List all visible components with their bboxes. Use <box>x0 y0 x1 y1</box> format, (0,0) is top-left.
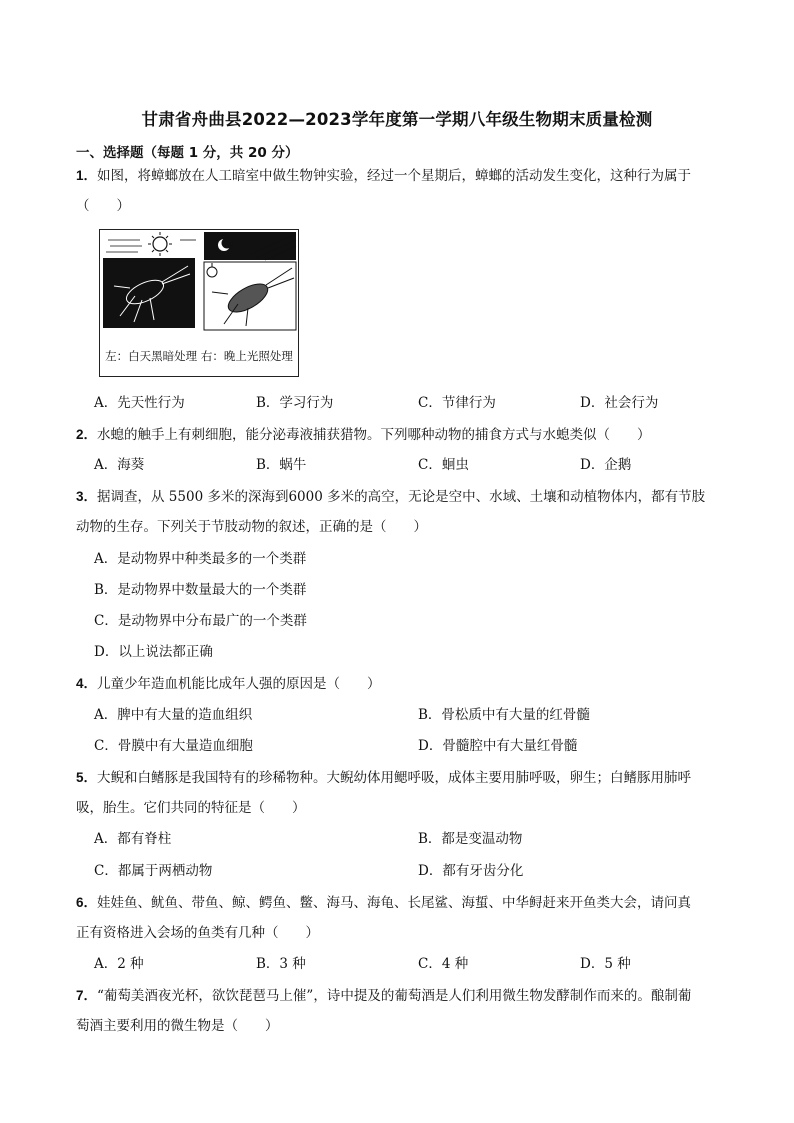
figure-illustration <box>100 230 298 346</box>
question-text: “葡萄美酒夜光杯，欲饮琵琶马上催”，诗中提及的葡萄酒是人们利用微生物发酵制作而来的。酿制葡 <box>97 988 692 1004</box>
option-d[interactable]: D．都有牙齿分化 <box>418 863 524 879</box>
option-d[interactable]: D．社会行为 <box>580 395 659 411</box>
option-a[interactable]: A．2 种 <box>94 956 144 972</box>
question-7-continued: 萄酒主要利用的微生物是（ ） <box>76 1018 279 1034</box>
question-5 <box>76 771 691 786</box>
question-number: 5． <box>76 770 98 785</box>
question-5-continued: 吸，胎生。它们共同的特征是（ ） <box>76 800 306 816</box>
question-text: 水螅的触手上有刺细胞，能分泌毒液捕获猎物。下列哪种动物的捕食方式与水螅类似（ ） <box>97 427 651 443</box>
question-2 <box>76 428 651 443</box>
option-b[interactable]: B．都是变温动物 <box>418 831 523 847</box>
question-text: 儿童少年造血机能比成年人强的原因是（ ） <box>97 676 381 692</box>
question-1 <box>76 169 691 184</box>
question-4 <box>76 677 381 692</box>
question-3 <box>76 490 705 505</box>
question-6-continued: 正有资格进入会场的鱼类有几种（ ） <box>76 925 319 941</box>
question-text: 据调查，从 5500 多米的深海到6000 多米的高空，无论是空中、水域、土壤和动植物体内，都有节肢 <box>97 489 706 505</box>
question-text: 娃娃鱼、鱿鱼、带鱼、鲸、鳄鱼、鳖、海马、海龟、长尾鲨、海蜇、中华鲟赶来开鱼类大会，请问真 <box>97 895 692 911</box>
question-number: 6． <box>76 895 98 910</box>
question-number: 1． <box>76 168 98 183</box>
section-heading: 一、选择题（每题 1 分，共 20 分） <box>76 145 299 161</box>
option-c[interactable]: C．都属于两栖动物 <box>94 863 213 879</box>
option-b[interactable]: B．骨松质中有大量的红骨髓 <box>418 707 590 723</box>
option-c[interactable]: C．骨膜中有大量造血细胞 <box>94 738 253 754</box>
question-1-bracket: （ ） <box>76 198 130 214</box>
option-b[interactable]: B．是动物界中数量最大的一个类群 <box>94 582 307 598</box>
option-b[interactable]: B．蜗牛 <box>256 457 307 473</box>
option-c[interactable]: C．节律行为 <box>418 395 496 411</box>
question-3-continued: 动物的生存。下列关于节肢动物的叙述，正确的是（ ） <box>76 519 427 535</box>
question-7 <box>76 989 691 1004</box>
option-a[interactable]: A．脾中有大量的造血组织 <box>94 707 253 723</box>
option-b[interactable]: B．学习行为 <box>256 395 334 411</box>
cockroach-figure <box>99 229 299 377</box>
option-a[interactable]: A．先天性行为 <box>94 395 185 411</box>
question-text: 如图，将蟑螂放在人工暗室中做生物钟实验，经过一个星期后，蟑螂的活动发生变化，这种行为属于 <box>97 168 692 184</box>
figure-caption: 左：白天黑暗处理 右：晚上光照处理 <box>105 349 293 363</box>
option-a[interactable]: A．海葵 <box>94 457 145 473</box>
option-d[interactable]: D．企鹅 <box>580 457 632 473</box>
option-c[interactable]: C．蛔虫 <box>418 457 469 473</box>
option-a[interactable]: A．是动物界中种类最多的一个类群 <box>94 551 307 567</box>
question-number: 2． <box>76 427 98 442</box>
option-d[interactable]: D．骨髓腔中有大量红骨髓 <box>418 738 578 754</box>
option-c[interactable]: C．4 种 <box>418 956 469 972</box>
option-d[interactable]: D．5 种 <box>580 956 631 972</box>
question-number: 3． <box>76 489 98 504</box>
option-b[interactable]: B．3 种 <box>256 956 306 972</box>
option-d[interactable]: D．以上说法都正确 <box>94 644 213 660</box>
page-title: 甘肃省舟曲县2022—2023学年度第一学期八年级生物期末质量检测 <box>141 110 653 129</box>
question-6 <box>76 896 691 911</box>
question-number: 4． <box>76 676 98 691</box>
option-c[interactable]: C．是动物界中分布最广的一个类群 <box>94 613 307 629</box>
question-number: 7． <box>76 988 98 1003</box>
question-text: 大鲵和白鳍豚是我国特有的珍稀物种。大鲵幼体用鳃呼吸，成体主要用肺呼吸，卵生；白鳍豚用肺呼 <box>97 770 692 786</box>
option-a[interactable]: A．都有脊柱 <box>94 831 172 847</box>
